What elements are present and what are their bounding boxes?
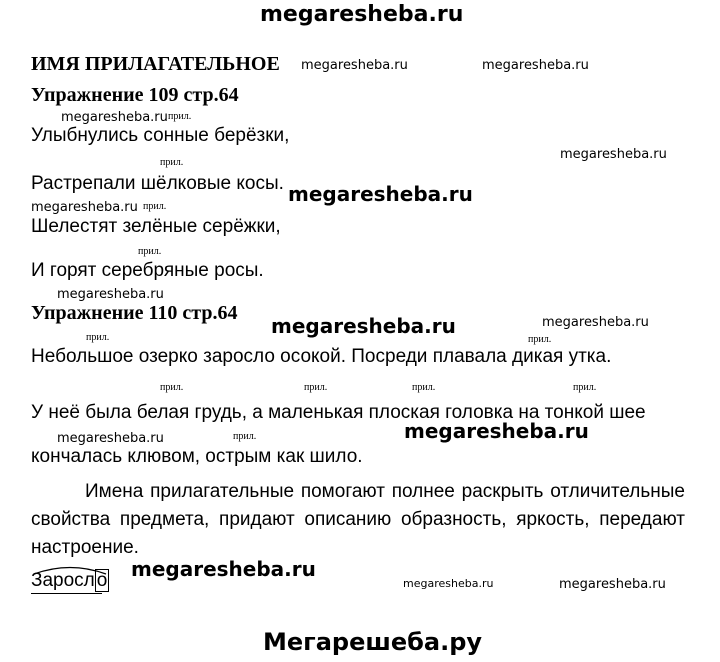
adjective-note: прил. — [304, 382, 328, 393]
adjective-note: прил. — [528, 334, 552, 345]
watermark-large: megaresheba.ru — [271, 314, 456, 338]
morpheme-root-arc — [30, 563, 110, 575]
watermark: megaresheba.ru — [482, 58, 589, 73]
watermark-top: megaresheba.ru — [260, 2, 464, 27]
watermark: megaresheba.ru — [61, 110, 168, 125]
conclusion-paragraph — [31, 478, 685, 562]
watermark-large: megaresheba.ru — [131, 557, 316, 581]
morpheme-ending: о — [96, 570, 108, 591]
watermark: megaresheba.ru — [57, 431, 164, 446]
exercise-110-line-1: Небольшое озерко заросло осокой. Посреди плавала дикая утка. — [31, 346, 612, 367]
footer-site-name: Мегарешеба.ру — [263, 628, 483, 656]
section-title: ИМЯ ПРИЛАГАТЕЛЬНОЕ — [31, 53, 280, 75]
adjective-note: прил. — [143, 201, 167, 212]
conclusion-text: Имена прилагательные помогают полнее раскрыть отличительные свойства предмета, придают описанию образность, яркость, передают настроение. — [31, 481, 685, 558]
adjective-note: прил. — [412, 382, 436, 393]
watermark: megaresheba.ru — [403, 577, 494, 590]
watermark: megaresheba.ru — [559, 577, 666, 592]
watermark: megaresheba.ru — [542, 315, 649, 330]
exercise-110-heading: Упражнение 110 стр.64 — [31, 302, 238, 324]
exercise-109-heading: Упражнение 109 стр.64 — [31, 84, 239, 106]
morpheme-underline — [31, 593, 102, 594]
adjective-note: прил. — [86, 332, 110, 343]
adjective-note: прил. — [138, 246, 162, 257]
adjective-note: прил. — [233, 431, 257, 442]
morpheme-stem: Заросл — [31, 570, 95, 591]
poem-line-1: Улыбнулись сонные берёзки, — [31, 125, 290, 146]
poem-line-4: И горят серебряные росы. — [31, 260, 264, 281]
poem-line-3: Шелестят зелёные серёжки, — [31, 216, 281, 237]
watermark: megaresheba.ru — [31, 200, 138, 215]
adjective-note: прил. — [168, 111, 192, 122]
watermark-large: megaresheba.ru — [404, 419, 589, 443]
adjective-note: прил. — [160, 157, 184, 168]
exercise-110-line-3: кончалась клювом, острым как шило. — [31, 446, 363, 467]
watermark: megaresheba.ru — [301, 58, 408, 73]
exercise-110-line-2: У неё была белая грудь, а маленькая плоская головка на тонкой шее — [31, 402, 646, 423]
adjective-note: прил. — [573, 382, 597, 393]
watermark: megaresheba.ru — [560, 147, 667, 162]
adjective-note: прил. — [160, 382, 184, 393]
watermark: megaresheba.ru — [57, 287, 164, 302]
poem-line-2: Растрепали шёлковые косы. — [31, 173, 284, 194]
watermark-large: megaresheba.ru — [288, 182, 473, 206]
